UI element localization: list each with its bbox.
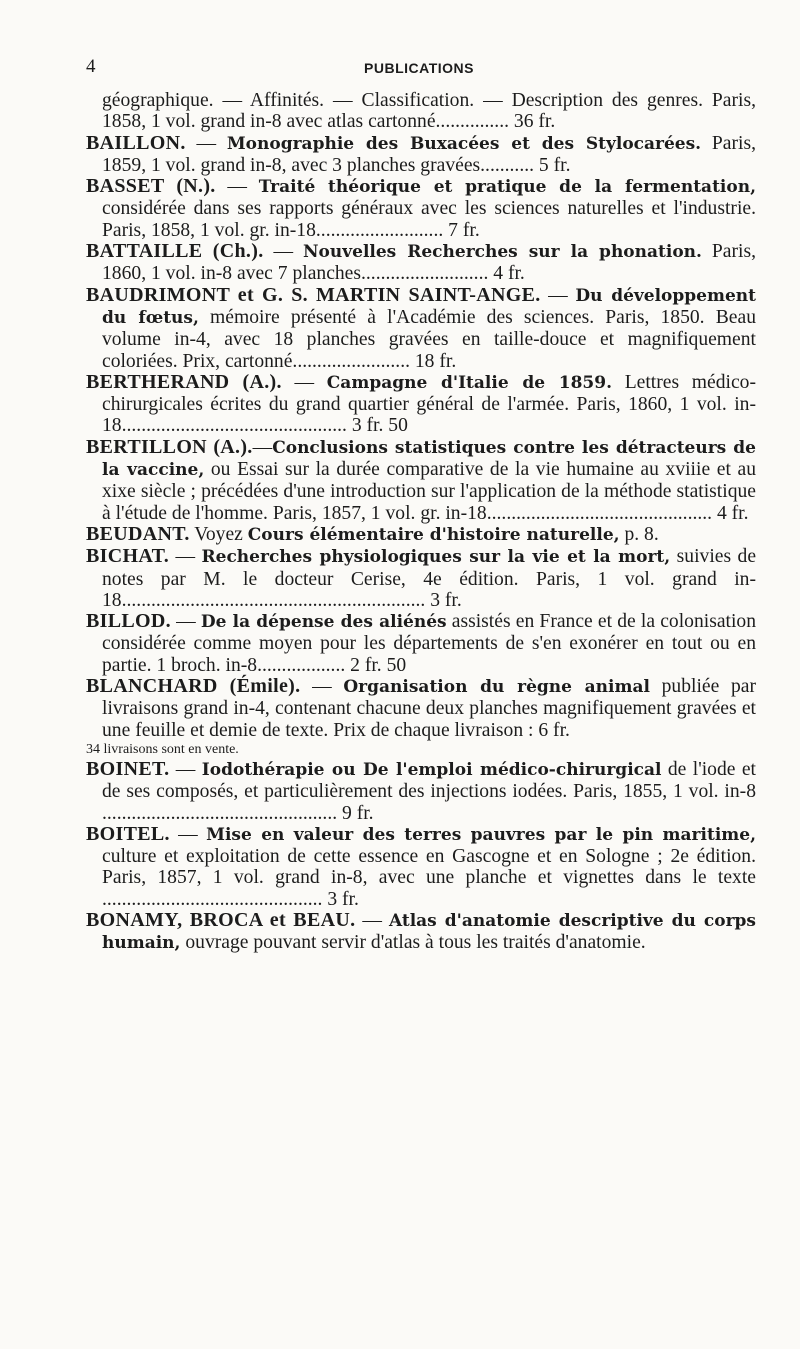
entry-title: Campagne d'Italie de 1859. — [326, 372, 612, 393]
list-item — [86, 824, 756, 910]
entry-text: Paris, 1859, 1 vol. grand in-8, avec 3 planches gravées........... 5 fr. — [102, 132, 756, 176]
entry-author: BILLOD. — [86, 610, 171, 633]
entry-author: BICHAT. — [86, 545, 170, 568]
entry-author: BAILLON. — [86, 131, 186, 154]
entry-separator: — — [169, 823, 207, 845]
list-item — [86, 676, 756, 759]
running-head: PUBLICATIONS — [364, 60, 474, 76]
entry-text: p. 8. — [619, 523, 659, 545]
entry-author: BOITEL. — [86, 822, 170, 845]
page-number: 4 — [86, 56, 96, 77]
entry-title: Conclusions statistiques contre les détracteurs de la vaccine, — [102, 437, 756, 481]
list-item — [86, 241, 756, 285]
list-item — [86, 133, 756, 177]
list-item — [86, 611, 756, 676]
entry-separator: — — [300, 676, 344, 698]
entry-separator: — — [355, 909, 389, 931]
list-item — [86, 759, 756, 824]
entry-separator: — — [263, 241, 304, 263]
entry-separator: — — [540, 284, 576, 306]
entry-separator: — — [169, 758, 202, 780]
entry-title: Traité théorique et pratique de la fermentation, — [258, 177, 756, 198]
entry-separator: — — [252, 436, 273, 458]
entry-author: BLANCHARD (Émile). — [86, 675, 301, 698]
entry-text: Paris, 1860, 1 vol. in-8 avec 7 planches.......................... 4 fr. — [102, 241, 756, 285]
entry-text: mémoire présenté à l'Académie des sciences. Paris, 1850. Beau volume in-4, avec 18 planches gravées en taille-douce et magnifiquement coloriées. Prix, cartonné........................ 18 fr. — [102, 306, 756, 372]
entry-title: Cours élémentaire d'histoire naturelle, — [247, 524, 620, 545]
list-item — [86, 372, 756, 437]
entry-author: BONAMY, BROCA et BEAU. — [86, 908, 356, 931]
list-item — [86, 285, 756, 372]
entry-title: De la dépense des aliénés — [200, 612, 447, 633]
entry-title: Du développement du fœtus, — [102, 285, 756, 328]
list-item — [86, 176, 756, 241]
entry-text: de l'iode et de ses composés, et particulièrement des injections iodées. Paris, 1855, 1 vol. in-8 ................................................ 9 fr. — [102, 758, 756, 824]
entry-author: BASSET (N.). — [86, 175, 216, 198]
entry-text: géographique. — Affinités. — Classification. — Description des genres. Paris, 1858, 1 vol. grand in-8 avec atlas cartonné............... 36 fr. — [102, 90, 756, 133]
entry-text: suivies de notes par M. le docteur Cerise, 4e édition. Paris, 1 vol. grand in-18.............................................................. 3 fr. — [102, 546, 757, 611]
list-item — [86, 437, 756, 524]
list-item — [86, 90, 756, 133]
entry-title: Iodothérapie ou De l'emploi médico-chirurgical — [201, 759, 662, 780]
entry-title: Atlas d'anatomie descriptive du corps humain, — [102, 910, 756, 954]
entry-author: BATTAILLE (Ch.). — [86, 240, 264, 263]
list-item — [86, 524, 756, 546]
entry-text: considérée dans ses rapports généraux avec les sciences naturelles et l'industrie. Paris, 1858, 1 vol. gr. in-18.......................... 7 fr. — [102, 198, 756, 241]
entry-separator: — — [169, 546, 202, 568]
entry-text: ou Essai sur la durée comparative de la vie humaine au xviiie et au xixe siècle ; précédées d'une introduction sur l'application de la méthode statistique à l'étude de l'homme. Paris, 1857, 1 vol. gr. in-18.............................................. 4 fr. — [102, 459, 757, 524]
page-header — [86, 56, 752, 80]
entry-separator: — — [215, 176, 259, 198]
entry-author: BEUDANT. — [86, 522, 190, 545]
entry-title: Mise en valeur des terres pauvres par le pin maritime, — [206, 824, 757, 845]
entry-author: BERTHERAND (A.). — [86, 370, 282, 393]
entry-separator: — — [281, 371, 327, 393]
list-item — [86, 910, 756, 955]
entry-author: BERTILLON (A.). — [86, 435, 253, 458]
entry-separator: — — [170, 611, 201, 633]
entry-separator: — — [185, 132, 227, 154]
entry-text: ouvrage pouvant servir d'atlas à tous les traités d'anatomie. — [180, 932, 646, 954]
entry-author: BOINET. — [86, 757, 170, 780]
catalogue-list — [86, 90, 756, 955]
entry-author: BAUDRIMONT et G. S. MARTIN SAINT-ANGE. — [86, 283, 541, 306]
entry-title: Monographie des Buxacées et des Stylocarées. — [226, 133, 702, 154]
entry-text: culture et exploitation de cette essence en Gascogne et en Sologne ; 2e édition. Paris, 1857, 1 vol. grand in-8, avec une planche et vignettes dans le texte ............................................. 3 fr. — [102, 846, 756, 910]
entry-title: Organisation du règne animal — [343, 677, 650, 698]
entry-text: Lettres médico-chirurgicales écrites du grand quartier général de l'armée. Paris, 1860, 1 vol. in-18.............................................. 3 fr. 50 — [102, 371, 756, 437]
entry-text: assistés en France et de la colonisation considérée comme moyen pour les départements de s'en exonérer en tout ou en partie. 1 broch. in-8.................. 2 fr. 50 — [102, 611, 756, 676]
entry-title: Nouvelles Recherches sur la phonation. — [303, 242, 702, 263]
list-item — [86, 546, 756, 611]
entry-separator: Voyez — [189, 523, 248, 545]
entry-title: Recherches physiologiques sur la vie et la mort, — [201, 547, 671, 568]
entry-text: publiée par livraisons grand in-4, contenant chacune deux planches magnifiquement gravées et une feuille et demie de texte. Prix de chaque livraison : 6 fr. — [102, 676, 757, 741]
entry-note: 34 livraisons sont en vente. — [86, 741, 239, 757]
